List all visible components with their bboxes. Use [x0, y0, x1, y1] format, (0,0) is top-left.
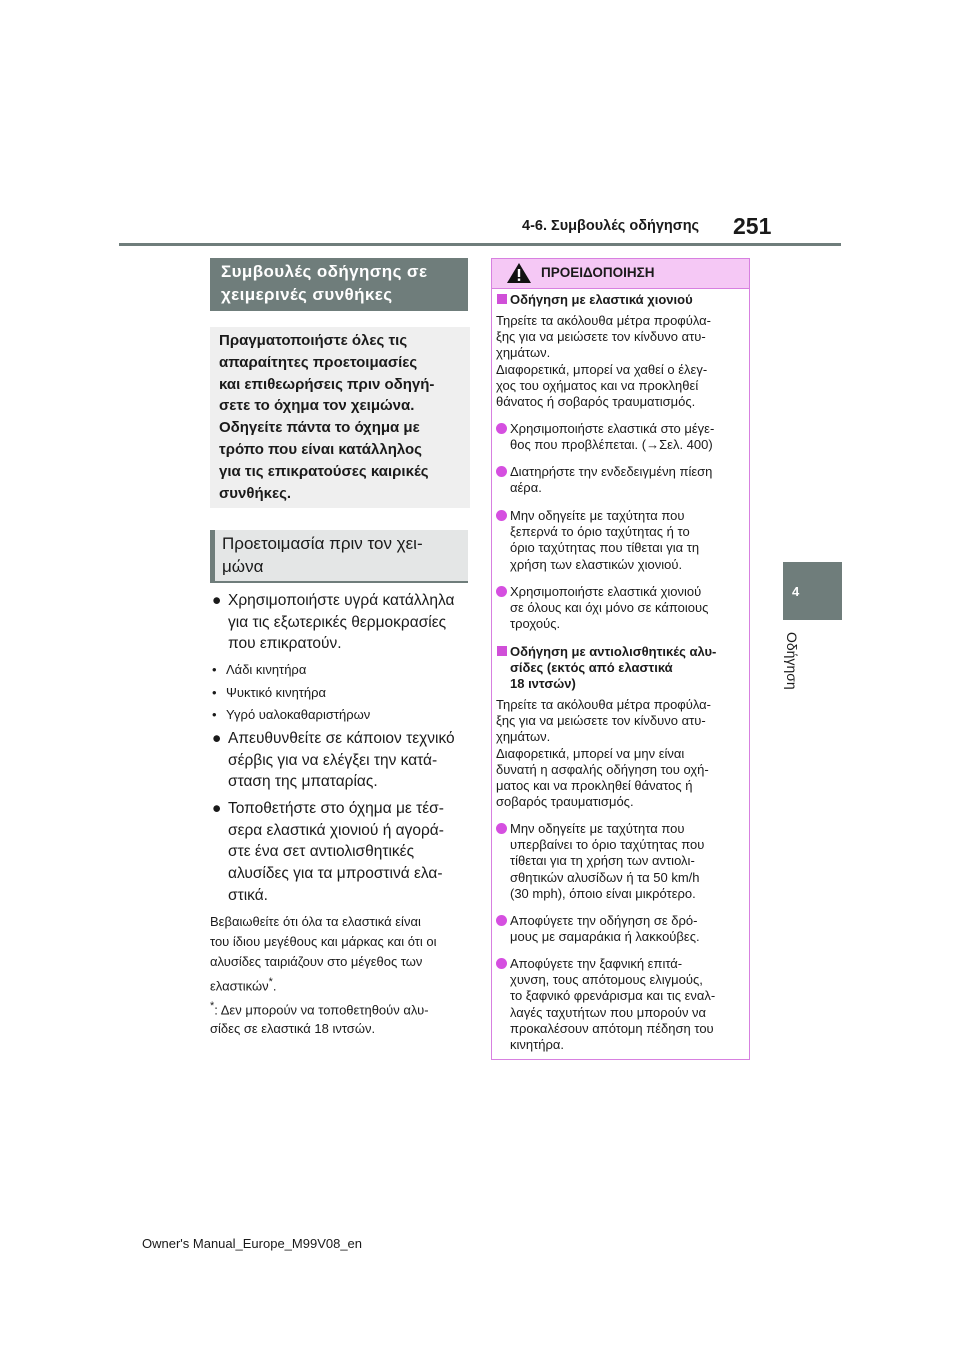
sub-item-text: Λάδι κινητήρα [226, 662, 307, 677]
circle-bullet-icon [496, 510, 507, 521]
sub-item [212, 662, 306, 677]
warning-text: Τηρείτε τα ακόλουθα μέτρα προφύλα- ξης για να μειώσετε τον κίνδυνο ατυ- χημάτων. Διαφορετικά, μπορεί να μην είναι δυνατή η ασφαλής οδήγηση του οχή- ματος και να προκληθεί θάνατος ή σοβαρός τραυματισμός. [496, 697, 711, 810]
warning-item [496, 821, 758, 902]
warning-text: Τηρείτε τα ακόλουθα μέτρα προφύλα- ξης για να μειώσετε τον κίνδυνο ατυ- χημάτων. Διαφορετικά, μπορεί να χαθεί ο έλεγ- χος του οχήματος και να προκληθεί θάνατος ή σοβαρός τραυματισμός. [496, 313, 711, 410]
warning-item [496, 584, 758, 633]
warning-item [496, 956, 758, 1053]
bullet-item [212, 728, 480, 793]
warning-triangle-icon [506, 262, 532, 284]
footnote [210, 997, 468, 1038]
square-bullet-icon [497, 294, 507, 304]
warning-subhead [496, 292, 758, 308]
item-text: Χρησιμοποιήστε ελαστικά στο μέγε- θος που προβλέπεται. (→Σελ. 400) [510, 421, 715, 453]
circle-bullet-icon [496, 823, 507, 834]
subheading: Προετοιμασία πριν τον χει- μώνα [210, 530, 468, 583]
bullet-icon: • [212, 685, 217, 700]
page-title: Συμβουλές οδήγησης σε χειμερινές συνθήκες [210, 258, 468, 311]
item-text: Αποφύγετε την οδήγηση σε δρό- μους με σαμαράκια ή λακκούβες. [510, 913, 700, 945]
item-text: Αποφύγετε την ξαφνική επιτά- χυνση, τους απότομους ελιγμούς, το ξαφνικό φρενάρισμα και τις εναλ- λαγές ταχυτήτων που μπορούν να προκαλέσουν απότομη πέδηση του κινητήρα. [510, 956, 716, 1053]
warning-title: ΠΡΟΕΙΔΟΠΟΙΗΣΗ [541, 265, 655, 280]
chapter-number: 4 [792, 584, 800, 599]
sub-item [212, 685, 326, 700]
warning-box [491, 258, 750, 1060]
footer: Owner's Manual_Europe_M99V08_en [142, 1236, 363, 1251]
chapter-name: Οδήγηση [784, 632, 800, 690]
warning-item [496, 508, 758, 573]
note-text: Βεβαιωθείτε ότι όλα τα ελαστικά είναι του ίδιου μεγέθους και μάρκας και ότι οι αλυσίδες ταιριάζουν στο μέγεθος των ελαστικών [210, 914, 437, 994]
circle-bullet-icon [496, 423, 507, 434]
warning-item [496, 464, 758, 496]
circle-bullet-icon [496, 586, 507, 597]
sub-item-text: Ψυκτικό κινητήρα [226, 685, 327, 700]
subhead-text: Οδήγηση με ελαστικά χιονιού [510, 292, 693, 307]
circle-bullet-icon [496, 915, 507, 926]
header-divider [119, 243, 841, 246]
bullet-item [212, 798, 480, 907]
intro-box: Πραγματοποιήστε όλες τις απαραίτητες προετοιμασίες και επιθεωρήσεις πριν οδηγή- σετε το όχημα τον χειμώνα. Οδηγείτε πάντα το όχημα με τρόπο που είναι κατάλληλος για τις επικρατούσες καιρικές συνθήκες. [210, 327, 470, 508]
circle-bullet-icon [496, 958, 507, 969]
bullet-text: Απευθυνθείτε σε κάποιον τεχνικό σέρβις για να ελέγξει την κατά- σταση της μπαταρίας. [228, 730, 455, 791]
bullet-icon: • [212, 707, 217, 722]
footnote-marker: * [268, 976, 273, 988]
sub-item [212, 707, 370, 722]
bullet-text: Χρησιμοποιήστε υγρά κατάλληλα για τις εξωτερικές θερμοκρασίες που επικρατούν. [228, 592, 455, 653]
bullet-icon: • [212, 662, 217, 677]
footnote-marker: * [210, 1000, 215, 1012]
bullet-text: Τοποθετήστε στο όχημα με τέσ- σερα ελαστικά χιονιού ή αγορά- στε ένα σετ αντιολισθητικές αλυσίδες για τα μπροστινά ελα- στικά. [228, 800, 444, 904]
footnote-text: : Δεν μπορούν να τοποθετηθούν αλυ- σίδες σε ελαστικά 18 ιντσών. [210, 1002, 429, 1037]
square-bullet-icon [497, 646, 507, 656]
bullet-icon: ● [212, 800, 222, 817]
sub-item-text: Υγρό υαλοκαθαριστήρων [226, 707, 371, 722]
warning-header [492, 259, 749, 289]
bullet-icon: ● [212, 730, 222, 747]
warning-item [496, 421, 758, 453]
chapter-tab [783, 562, 842, 620]
page-number: 251 [733, 213, 772, 239]
item-text: Μην οδηγείτε με ταχύτητα που ξεπερνά το όριο ταχύτητας ή το όριο ταχύτητας που τίθεται για τη χρήση των ελαστικών χιονιού. [510, 508, 700, 572]
bullet-item [212, 590, 480, 655]
section-title: 4-6. Συμβουλές οδήγησης [522, 218, 700, 234]
bullet-icon: ● [212, 592, 222, 609]
note: Βεβαιωθείτε ότι όλα τα ελαστικά είναι του ίδιου μεγέθους και μάρκας και ότι οι αλυσίδες ταιριάζουν στο μέγεθος των ελαστικών*. [210, 914, 437, 994]
circle-bullet-icon [496, 466, 507, 477]
item-text: Διατηρήστε την ενδεδειγμένη πίεση αέρα. [510, 464, 713, 496]
item-text: Χρησιμοποιήστε ελαστικά χιονιού σε όλους και όχι μόνο σε κάποιους τροχούς. [510, 584, 709, 632]
warning-item [496, 913, 758, 945]
warning-subhead [496, 644, 758, 693]
subhead-text: Οδήγηση με αντιολισθητικές αλυ- σίδες (εκτός από ελαστικά 18 ιντσών) [510, 644, 717, 692]
item-text: Μην οδηγείτε με ταχύτητα που υπερβαίνει το όριο ταχύτητας που τίθεται για τη χρήση των αντιολι- σθητικών αλυσίδων ή τα 50 km/h (30 mph), όποιο είναι μικρότερο. [510, 821, 705, 901]
